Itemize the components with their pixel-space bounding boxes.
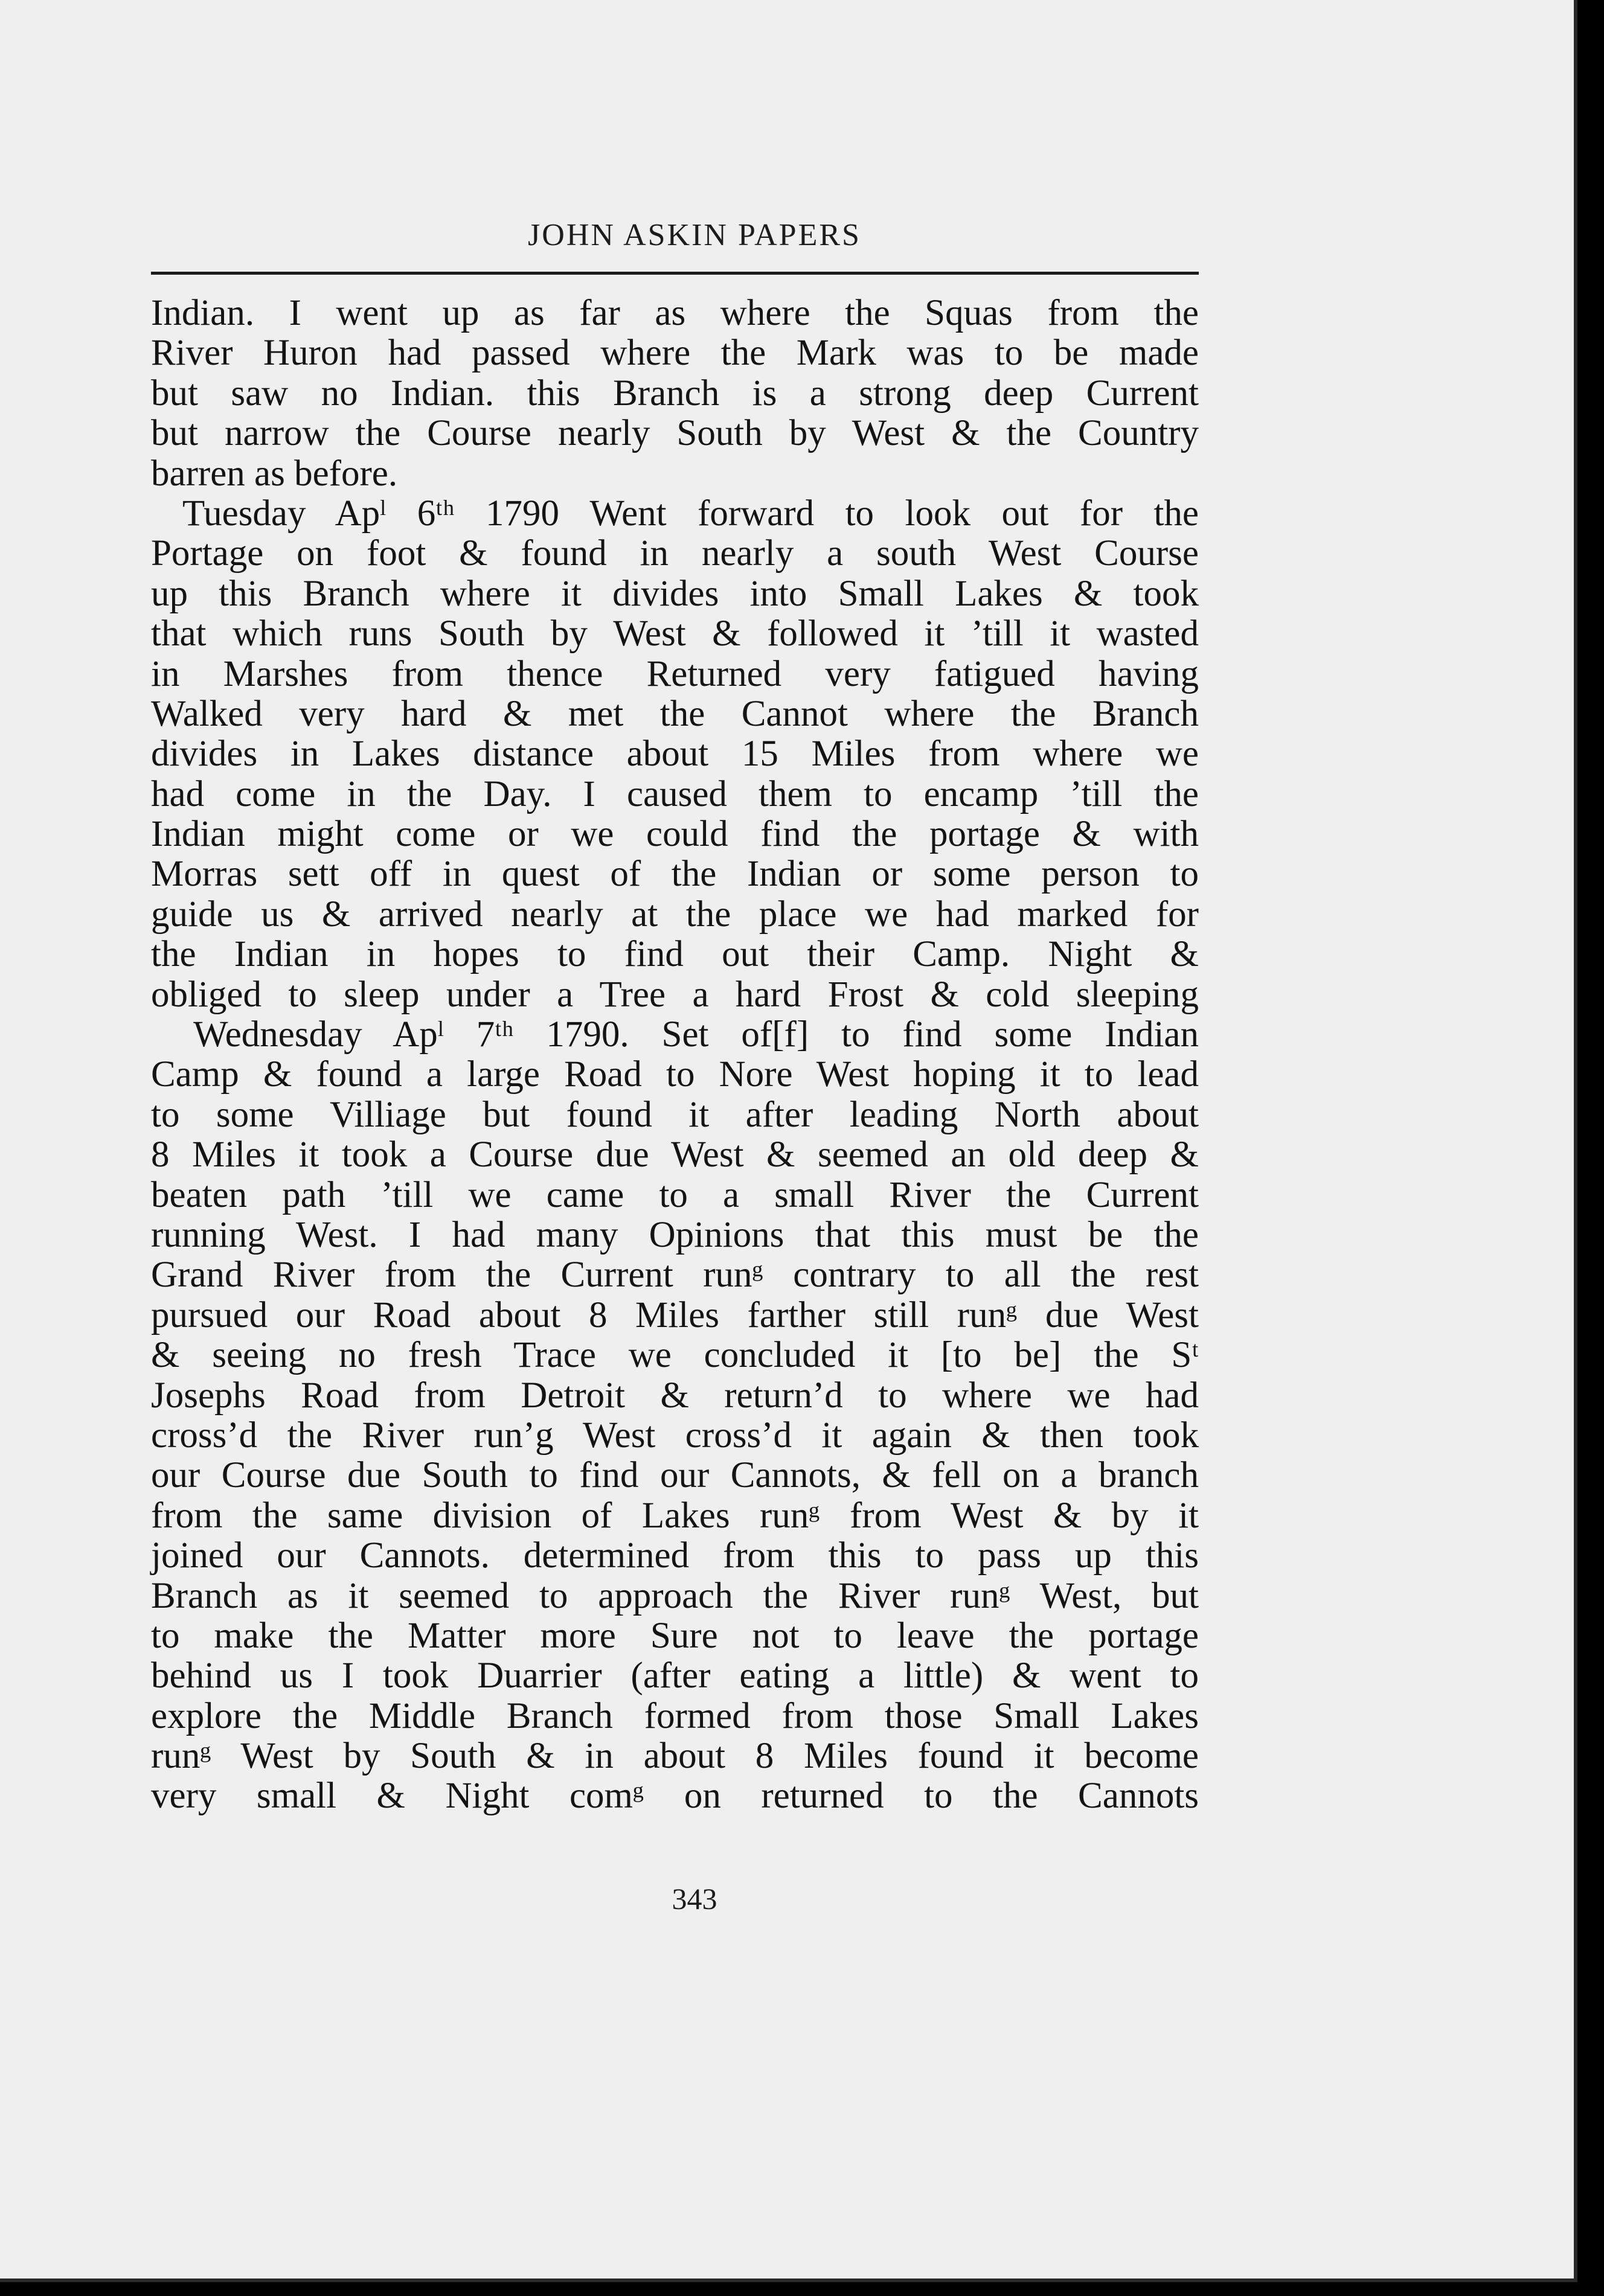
text-line: Morras sett off in quest of the Indian or some person to	[151, 854, 1199, 895]
text-line: behind us I took Duarrier (after eating a little) & went to	[151, 1655, 1199, 1696]
text-line: & seeing no fresh Trace we concluded it [to be] the Sᵗ	[151, 1335, 1199, 1376]
text-line: but saw no Indian. this Branch is a strong deep Current	[151, 373, 1199, 414]
text-line: Portage on foot & found in nearly a south West Course	[151, 533, 1199, 574]
text-line: Indian might come or we could find the portage & with	[151, 814, 1199, 855]
text-line: pursued our Road about 8 Miles farther still runᵍ due West	[151, 1294, 1199, 1335]
text-line: that which runs South by West & followed it ’till it wasted	[151, 613, 1199, 654]
text-line: Branch as it seemed to approach the River runᵍ West, but	[151, 1575, 1199, 1616]
text-line: barren as before.	[151, 453, 398, 494]
text-line: obliged to sleep under a Tree a hard Frost & cold sleeping	[151, 974, 1199, 1015]
text-line: runᵍ West by South & in about 8 Miles found it become	[151, 1736, 1199, 1777]
text-line: 8 Miles it took a Course due West & seemed an old deep &	[151, 1134, 1199, 1175]
text-line: up this Branch where it divides into Small Lakes & took	[151, 573, 1199, 614]
text-line-entry-start: Tuesday Apˡ 6ᵗʰ 1790 Went forward to look out for the	[182, 493, 1199, 534]
text-line: the Indian in hopes to find out their Camp. Night &	[151, 934, 1199, 975]
text-line: Grand River from the Current runᵍ contrary to all the rest	[151, 1255, 1199, 1296]
text-line: cross’d the River run’g West cross’d it again & then took	[151, 1415, 1199, 1456]
text-line: had come in the Day. I caused them to encamp ’till the	[151, 773, 1199, 814]
text-line: divides in Lakes distance about 15 Miles from where we	[151, 734, 1199, 775]
text-line: running West. I had many Opinions that this must be the	[151, 1214, 1199, 1255]
text-line: joined our Cannots. determined from this to pass up this	[151, 1535, 1199, 1576]
text-line: in Marshes from thence Returned very fatigued having	[151, 653, 1199, 694]
text-line: to some Villiage but found it after leading North about	[151, 1094, 1199, 1135]
page-body-text	[151, 293, 1199, 1817]
text-line: guide us & arrived nearly at the place we had marked for	[151, 894, 1199, 935]
text-line: very small & Night comᵍ on returned to the Cannots	[151, 1776, 1199, 1817]
text-line-entry-start: Wednesday Apˡ 7ᵗʰ 1790. Set of[f] to find some Indian	[193, 1014, 1199, 1055]
running-header: JOHN ASKIN PAPERS	[528, 218, 861, 252]
text-line: Camp & found a large Road to Nore West hoping it to lead	[151, 1054, 1199, 1095]
text-line: Indian. I went up as far as where the Squas from the	[151, 293, 1199, 333]
text-line: from the same division of Lakes runᵍ from West & by it	[151, 1495, 1199, 1536]
text-line: River Huron had passed where the Mark was to be made	[151, 333, 1199, 374]
text-line: explore the Middle Branch formed from those Small Lakes	[151, 1695, 1199, 1736]
text-line: beaten path ’till we came to a small River the Current	[151, 1174, 1199, 1215]
header-rule	[151, 272, 1199, 275]
text-line: Walked very hard & met the Cannot where the Branch	[151, 693, 1199, 734]
page-number: 343	[672, 1882, 717, 1916]
text-line: our Course due South to find our Cannots, & fell on a branch	[151, 1455, 1199, 1496]
text-line: but narrow the Course nearly South by West & the Country	[151, 413, 1199, 454]
text-line: Josephs Road from Detroit & return’d to where we had	[151, 1375, 1199, 1416]
text-line: to make the Matter more Sure not to leave the portage	[151, 1615, 1199, 1656]
